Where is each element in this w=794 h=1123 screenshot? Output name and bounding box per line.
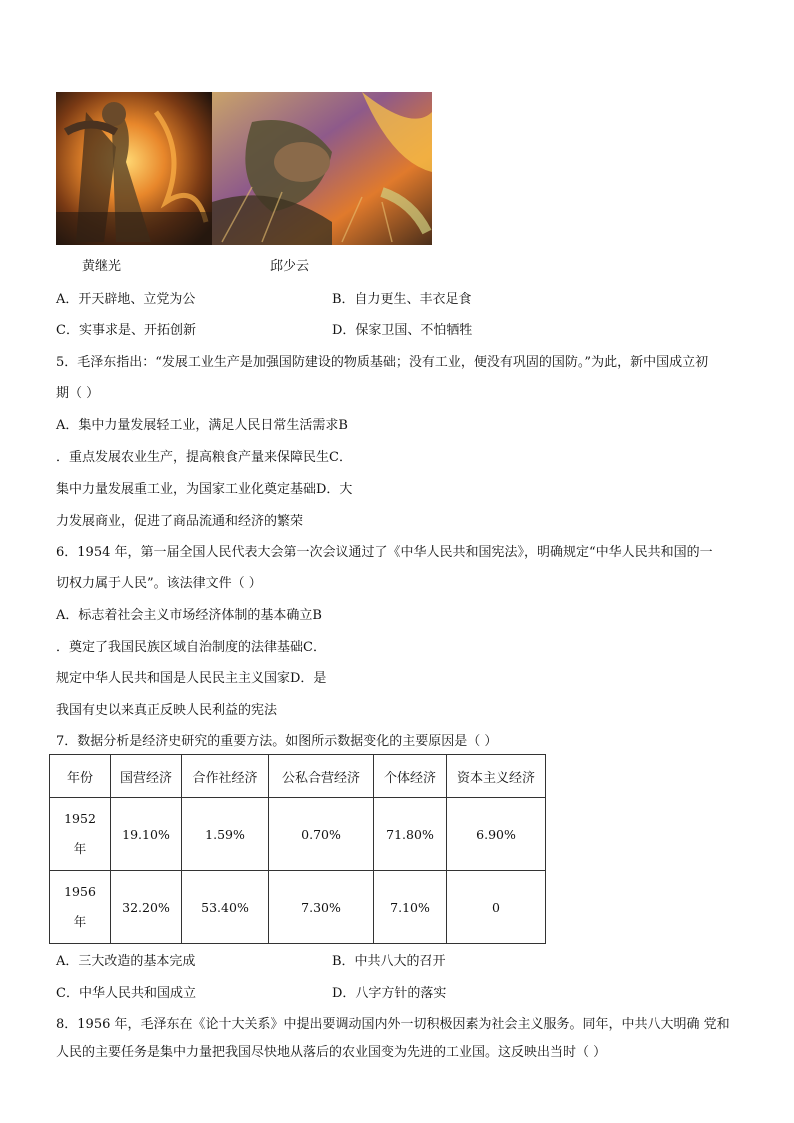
q5-options-line3: 集中力量发展重工业，为国家工业化奠定基础D．大 (56, 482, 353, 497)
q6-options-line3: 规定中华人民共和国是人民民主主义国家D．是 (56, 671, 327, 686)
table-cell: 32.20% (111, 871, 182, 944)
q6-stem-line2: 切权力属于人民”。该法律文件（ ） (56, 576, 262, 591)
q5-options-line2: ．重点发展农业生产，提高粮食产量来保障民生C． (56, 450, 352, 465)
table-row (50, 871, 546, 944)
q7-option-c: C．中华人民共和国成立 (56, 986, 196, 1001)
table-cell: 6.90% (447, 798, 546, 871)
table-cell: 1.59% (182, 798, 269, 871)
economy-share-table (49, 754, 546, 944)
table-cell: 71.80% (374, 798, 447, 871)
caption-qiu-shaoyun: 邱少云 (270, 259, 310, 274)
table-row (50, 798, 546, 871)
q5-stem-line1: 5．毛泽东指出：“发展工业生产是加强国防建设的物质基础；没有工业，便没有巩固的国防。”为此，新中国成立初 (56, 355, 709, 370)
q4-option-a: A．开天辟地、立党为公 (56, 292, 196, 307)
header-year: 年份 (50, 755, 111, 798)
qiu-shaoyun-painting (212, 92, 432, 245)
q6-stem-line1: 6．1954 年，第一届全国人民代表大会第一次会议通过了《中华人民共和国宪法》，明确规定“中华人民共和国的一 (56, 545, 713, 560)
q7-option-d: D．八字方针的落实 (332, 986, 447, 1001)
row-year: 1952 年 (50, 798, 111, 871)
q6-options-line2: ．奠定了我国民族区域自治制度的法律基础C． (56, 640, 326, 655)
header-joint-economy: 公私合营经济 (269, 755, 374, 798)
table-cell: 0 (447, 871, 546, 944)
q5-options-line4: 力发展商业，促进了商品流通和经济的繁荣 (56, 514, 304, 529)
q6-options-line1: A．标志着社会主义市场经济体制的基本确立B (56, 608, 322, 623)
huang-jiguang-painting (56, 92, 212, 245)
table-header-row (50, 755, 546, 798)
table-cell: 53.40% (182, 871, 269, 944)
table-cell: 0.70% (269, 798, 374, 871)
table-cell: 7.30% (269, 871, 374, 944)
header-cooperative-economy: 合作社经济 (182, 755, 269, 798)
row-year: 1956 年 (50, 871, 111, 944)
caption-huang-jiguang: 黄继光 (82, 259, 122, 274)
q5-stem-line2: 期（ ） (56, 386, 100, 401)
q8-stem-line2: 人民的主要任务是集中力量把我国尽快地从落后的农业国变为先进的工业国。这反映出当时（ ） (56, 1045, 607, 1060)
q4-option-d: D．保家卫国、不怕牺牲 (332, 323, 473, 338)
table-cell: 19.10% (111, 798, 182, 871)
q7-stem: 7．数据分析是经济史研究的重要方法。如图所示数据变化的主要原因是（ ） (56, 734, 498, 749)
header-capitalist-economy: 资本主义经济 (447, 755, 546, 798)
q6-options-line4: 我国有史以来真正反映人民利益的宪法 (56, 703, 278, 718)
q7-option-a: A．三大改造的基本完成 (56, 954, 196, 969)
q8-stem-line1: 8．1956 年，毛泽东在《论十大关系》中提出要调动国内外一切积极因素为社会主义服务。同年，中共八大明确 党和 (56, 1017, 730, 1032)
q5-options-line1: A．集中力量发展轻工业，满足人民日常生活需求B (56, 418, 348, 433)
header-individual-economy: 个体经济 (374, 755, 447, 798)
table-cell: 7.10% (374, 871, 447, 944)
header-state-economy: 国营经济 (111, 755, 182, 798)
q4-option-c: C．实事求是、开拓创新 (56, 323, 196, 338)
q7-option-b: B．中共八大的召开 (332, 954, 446, 969)
q4-option-b: B．自力更生、丰衣足食 (332, 292, 472, 307)
